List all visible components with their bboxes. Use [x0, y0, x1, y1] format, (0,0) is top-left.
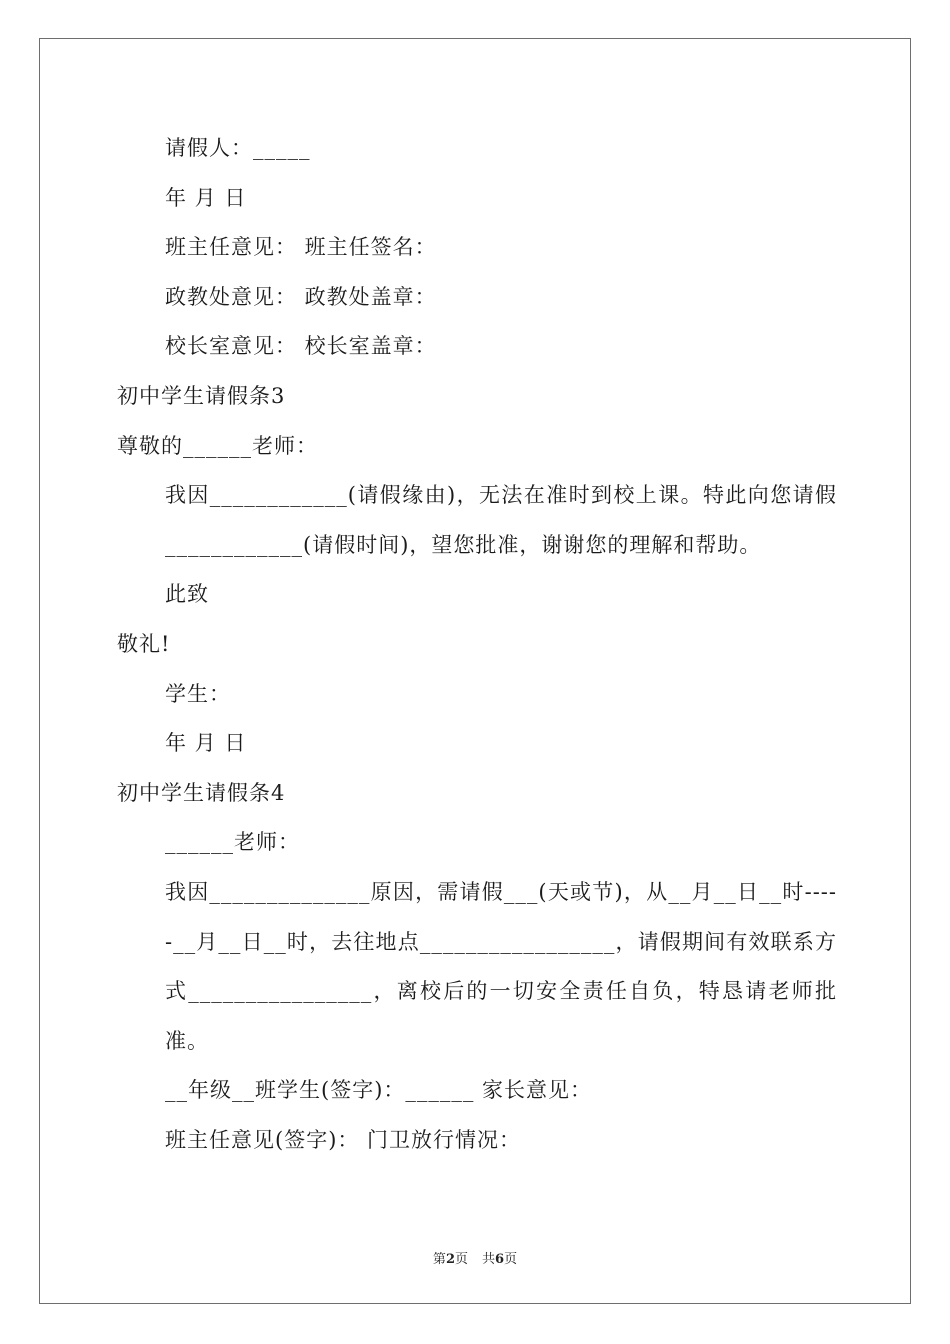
date-line-2: 年 月 日 [165, 731, 247, 756]
total-suffix: 页 [504, 1252, 518, 1267]
page-current: 2 [445, 1252, 455, 1267]
political-office-opinion-line: 政教处意见： 政教处盖章： [165, 284, 437, 309]
closing-cizhi: 此致 [165, 582, 209, 607]
applicant-signature-line: 请假人：_____ [165, 136, 311, 160]
student-parent-signature-line: __年级__班学生(签字)：______ 家长意见： [165, 1078, 593, 1103]
student-signature-line: 学生： [165, 681, 231, 706]
principal-office-opinion-line: 校长室意见： 校长室盖章： [165, 334, 437, 359]
page-mid: 页 [454, 1252, 468, 1267]
section-heading-3: 初中学生请假条3 [117, 383, 286, 408]
salutation-line-2: ______老师： [165, 830, 300, 855]
page-footer [0, 1248, 950, 1267]
salutation-line: 尊敬的______老师： [117, 433, 318, 458]
page-prefix: 第 [432, 1252, 446, 1267]
page-total: 6 [495, 1252, 505, 1267]
document-body [117, 124, 837, 1165]
head-teacher-opinion-line: 班主任意见： 班主任签名： [165, 235, 437, 260]
date-line: 年 月 日 [165, 185, 247, 210]
leave-request-paragraph-4: 我因______________原因，需请假___(天或节)，从__月__日__时-----__月__日__时，去往地点_________________，请假期间有效联系方式________________，离校后的一切安全责任自负，特恳请老师批准。 [165, 879, 837, 1053]
teacher-guard-signature-line: 班主任意见(签字)： 门卫放行情况： [165, 1127, 522, 1152]
closing-jingli: 敬礼! [117, 631, 171, 656]
section-heading-4: 初中学生请假条4 [117, 780, 286, 805]
total-prefix: 共 [482, 1252, 496, 1267]
leave-request-paragraph-3: 我因____________(请假缘由)，无法在准时到校上课。特此向您请假____________(请假时间)，望您批准，谢谢您的理解和帮助。 [165, 483, 837, 557]
